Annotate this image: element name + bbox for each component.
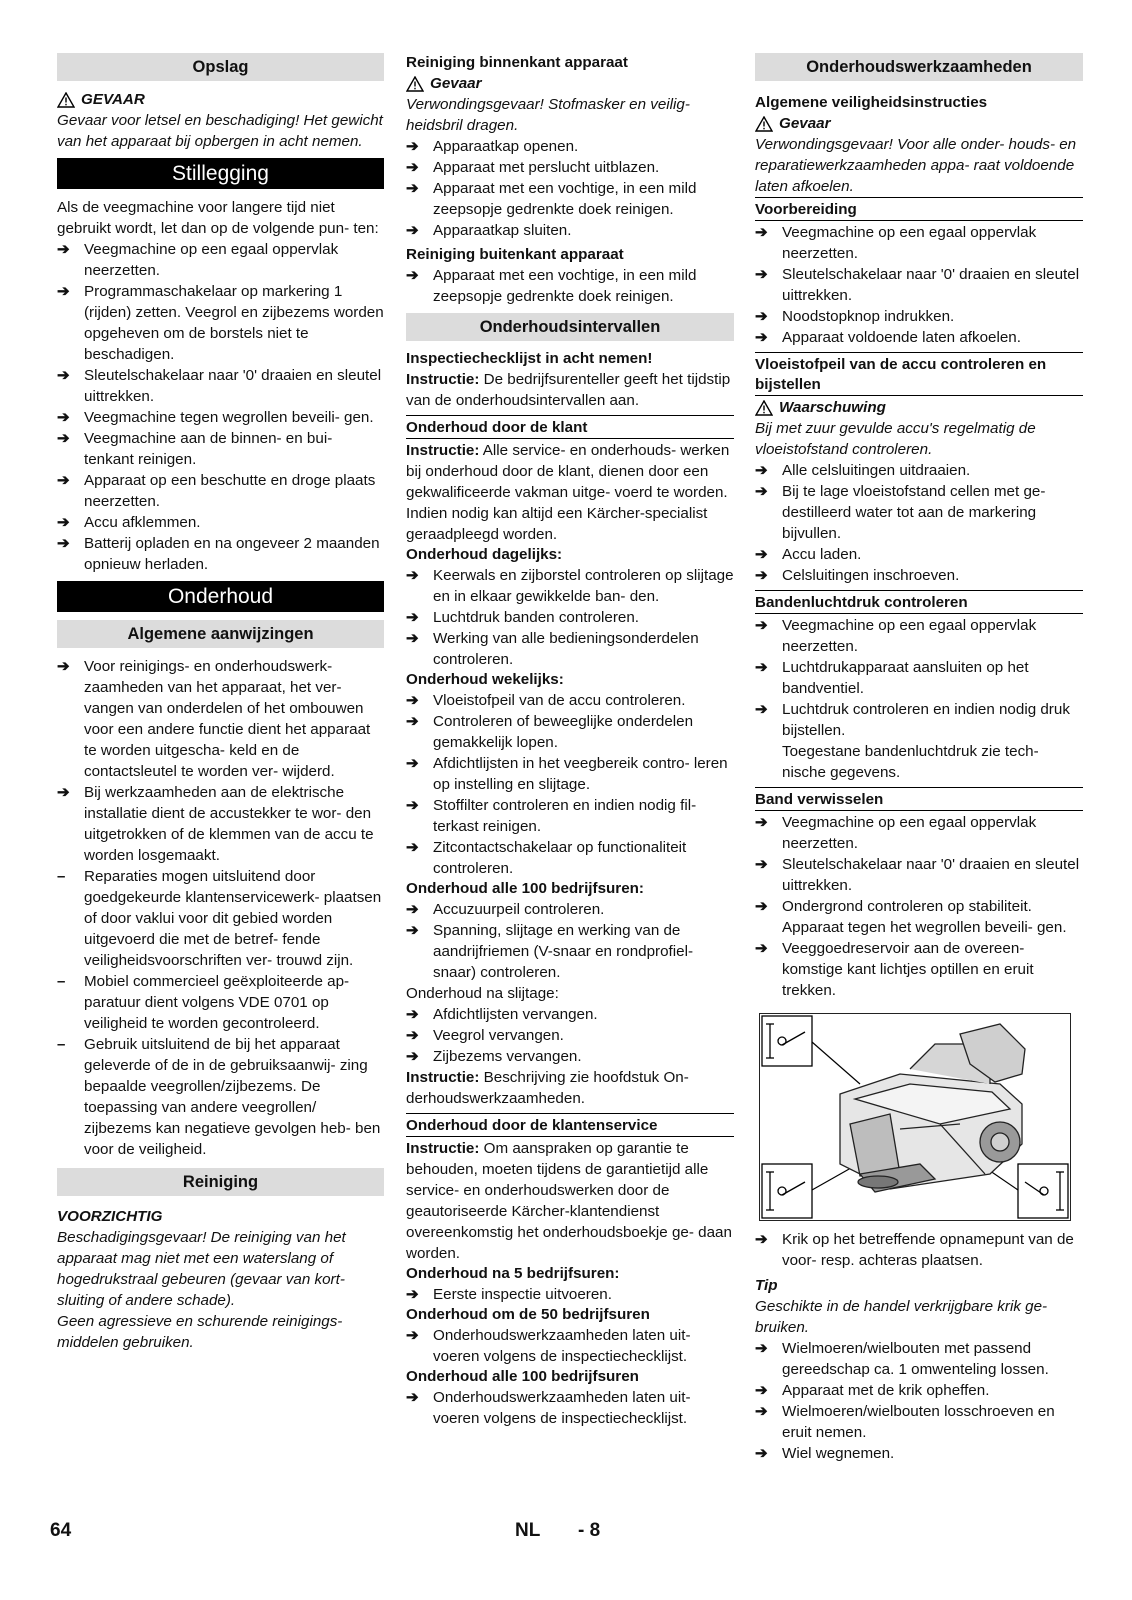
list-item: ➔ Voor reinigings- en onderhoudswerk- zaamheden van het apparaat, het ver- vangen van onderdelen of het ombouwen voor een andere functie dient het apparaat te worden uitgescha- keld en de contactsleutel te worden ver- wijderd. [57, 658, 371, 780]
tip-label: Tip [755, 1277, 778, 1294]
arrow-right-icon: ➔ [406, 1389, 419, 1406]
bullet-list [406, 1325, 734, 1367]
bullet-list [406, 1387, 734, 1429]
subheading: Algemene veiligheidsinstructies [755, 94, 988, 111]
bullet-list [406, 136, 734, 241]
list-item: ➔ Zitcontactschakelaar op functionaliteit controleren. [406, 839, 687, 877]
paragraph: Instructie: De bedrijfsurenteller geeft het tijdstip van de onderhoudsintervallen aan. [406, 371, 731, 409]
list-item: ➔ Veegmachine op een egaal oppervlak neerzetten. [755, 224, 1037, 262]
arrow-right-icon: ➔ [406, 901, 419, 918]
list-item: ➔ Noodstopknop indrukken. [755, 308, 955, 325]
subheading: Onderhoud dagelijks: [406, 546, 563, 563]
arrow-right-icon: ➔ [755, 1382, 768, 1399]
list-item: ➔ Wiel wegnemen. [755, 1445, 895, 1462]
subheading: Onderhoud door de klantenservice [406, 1113, 734, 1137]
bullet-list [406, 565, 734, 670]
arrow-right-icon: ➔ [755, 462, 768, 479]
arrow-right-icon: ➔ [755, 329, 768, 346]
bullet-list [406, 265, 734, 307]
list-item: ➔ Veegmachine op een egaal oppervlak neerzetten. [755, 814, 1037, 852]
arrow-right-icon: ➔ [755, 1340, 768, 1357]
list-item: ➔ Celsluitingen inschroeven. [755, 567, 960, 584]
arrow-right-icon: ➔ [406, 567, 419, 584]
chapter-heading-onderhoud: Onderhoud [57, 581, 384, 612]
list-item: ➔ Apparaat voldoende laten afkoelen. [755, 329, 1021, 346]
bullet-list [57, 239, 384, 575]
warning-text: Verwondingsgevaar! Stofmasker en veilig- heidsbril dragen. [406, 96, 690, 134]
list-item: ➔ Sleutelschakelaar naar '0' draaien en sleutel uittrekken. [57, 367, 382, 405]
arrow-right-icon: ➔ [755, 546, 768, 563]
section-heading-werkzaamheden: Onderhoudswerkzaamheden [755, 53, 1083, 81]
danger-label: GEVAAR [57, 89, 384, 110]
list-item: ➔ Wielmoeren/wielbouten met passend gereedschap ca. 1 omwenteling lossen. [755, 1340, 1049, 1378]
list-item: ➔ Bij werkzaamheden aan de elektrische installatie dient de accustekker te wor- den uitgetrokken of de klemmen van de accu te worden losgemaakt. [57, 784, 374, 864]
arrow-right-icon: ➔ [406, 222, 419, 239]
arrow-right-icon: ➔ [406, 267, 419, 284]
arrow-right-icon: ➔ [406, 1027, 419, 1044]
dash-bullet: – [57, 1036, 66, 1053]
list-item: ➔ Veegmachine aan de binnen- en bui- tenkant reinigen. [57, 430, 333, 468]
list-item: ➔ Veegmachine op een egaal oppervlak neerzetten. [57, 241, 339, 279]
subheading: Onderhoud alle 100 bedrijfsuren: [406, 880, 644, 897]
arrow-right-icon: ➔ [406, 755, 419, 772]
list-item: ➔ Sleutelschakelaar naar '0' draaien en sleutel uittrekken. [755, 266, 1080, 304]
section-heading-algemeen: Algemene aanwijzingen [57, 620, 384, 648]
arrow-right-icon: ➔ [755, 856, 768, 873]
list-item: – Gebruik uitsluitend de bij het apparaat geleverde of de in de gebruiksaanwij- zing bepaalde veegrollen/zijbezems. De toepassing van andere veegrollen/ zijbezems kan negatieve gevolgen heb- ben voor de veiligheid. [57, 1036, 381, 1158]
list-item: – Reparaties mogen uitsluitend door goedgekeurde klantenservicewerk- plaatsen of door vaklui voor dit gebied worden uitgevoerd die met de betref- fende veiligheidsvoorschriften ver- trouwd zijn. [57, 868, 382, 969]
arrow-right-icon: ➔ [755, 617, 768, 634]
arrow-right-icon: ➔ [406, 138, 419, 155]
tip-text: Geschikte in de handel verkrijgbare krik ge- bruiken. [755, 1298, 1048, 1336]
subheading: Inspectiechecklijst in acht nemen! [406, 350, 653, 367]
arrow-right-icon: ➔ [57, 472, 70, 489]
list-item: ➔ Apparaat met de krik opheffen. [755, 1382, 990, 1399]
subheading: Reiniging binnenkant apparaat [406, 54, 628, 71]
list-item: ➔ Vloeistofpeil van de accu controleren. [406, 692, 686, 709]
arrow-right-icon: ➔ [57, 658, 70, 675]
subheading: Onderhoud door de klant [406, 415, 734, 439]
list-item: – Mobiel commercieel geëxploiteerde ap- paratuur dient volgens VDE 0701 op veiligheid te worden gecontroleerd. [57, 973, 350, 1032]
list-item: ➔ Apparaat met perslucht uitblazen. [406, 159, 660, 176]
list-item: ➔ Bij te lage vloeistofstand cellen met ge- destilleerd water tot aan de markering bijvullen. [755, 483, 1046, 542]
arrow-right-icon: ➔ [406, 1048, 419, 1065]
arrow-right-icon: ➔ [406, 1006, 419, 1023]
arrow-right-icon: ➔ [406, 159, 419, 176]
warning-label: Waarschuwing [755, 397, 1083, 418]
list-item: ➔ Krik op het betreffende opnamepunt van de voor- resp. achteras plaatsen. [755, 1231, 1074, 1269]
list-item: ➔ Veegmachine tegen wegrollen beveili- gen. [57, 409, 374, 426]
bullet-list [755, 460, 1083, 586]
dash-bullet: – [57, 973, 66, 990]
sweeper-jack-illustration [759, 1013, 1071, 1221]
arrow-right-icon: ➔ [755, 940, 768, 957]
list-item: ➔ Luchtdruk banden controleren. [406, 609, 640, 626]
caution-text: Geen agressieve en schurende reinigings- middelen gebruiken. [57, 1313, 343, 1351]
list-item: ➔ Veeggoedreservoir aan de overeen- komstige kant lichtjes optillen en eruit trekken. [755, 940, 1034, 999]
list-item: ➔ Stoffilter controleren en indien nodig fil- terkast reinigen. [406, 797, 697, 835]
list-note: Toegestane bandenluchtdruk zie tech- nische gegevens. [782, 743, 1039, 781]
arrow-right-icon: ➔ [755, 567, 768, 584]
paragraph: Instructie: Beschrijving zie hoofdstuk On- derhoudswerkzaamheden. [406, 1069, 689, 1107]
subheading-plain: Onderhoud na slijtage: [406, 985, 559, 1002]
list-item: ➔ Controleren of beweeglijke onderdelen gemakkelijk lopen. [406, 713, 694, 751]
list-item: ➔ Zijbezems vervangen. [406, 1048, 582, 1065]
warning-triangle-icon [755, 400, 773, 416]
list-item: ➔ Apparaat met een vochtige, in een mild zeepsopje gedrenkte doek reinigen. [406, 267, 697, 305]
subheading: Onderhoud alle 100 bedrijfsuren [406, 1368, 639, 1385]
list-item: ➔ Accuzuurpeil controleren. [406, 901, 605, 918]
list-item: ➔ Afdichtlijsten vervangen. [406, 1006, 598, 1023]
paragraph: Instructie: Om aanspraken op garantie te behouden, moeten tijdens de garantietijd alle service- en onderhoudswerken door de geautoriseerde Kärcher-klantendienst overeenkomstig het onderhoudsboekje ge- daan worden. [406, 1140, 732, 1262]
dash-bullet: – [57, 868, 66, 885]
list-item: ➔ Veegmachine op een egaal oppervlak neerzetten. [755, 617, 1037, 655]
warning-triangle-icon [57, 92, 75, 108]
arrow-right-icon: ➔ [755, 308, 768, 325]
arrow-right-icon: ➔ [57, 784, 70, 801]
list-item: ➔ Accu afklemmen. [57, 514, 201, 531]
list-item: ➔ Sleutelschakelaar naar '0' draaien en sleutel uittrekken. [755, 856, 1080, 894]
column-right [755, 53, 1083, 1464]
arrow-right-icon: ➔ [406, 713, 419, 730]
column-left [57, 53, 384, 1353]
list-item: ➔ Keerwals en zijborstel controleren op slijtage en in elkaar gewikkelde ban- den. [406, 567, 734, 605]
list-item: ➔ Programmaschakelaar op markering 1 (rijden) zetten. Veegrol en zijbezems worden opgeheven om de borstels niet te beschadigen. [57, 283, 384, 363]
paragraph: Als de veegmachine voor langere tijd niet gebruikt wordt, let dan op de volgende pun- ten: [57, 199, 379, 237]
list-item: ➔ Onderhoudswerkzaamheden laten uit- voeren volgens de inspectiechecklijst. [406, 1389, 691, 1427]
arrow-right-icon: ➔ [755, 701, 768, 718]
dash-list [57, 866, 384, 1160]
subheading: Bandenluchtdruk controleren [755, 590, 1083, 614]
subheading: Onderhoud om de 50 bedrijfsuren [406, 1306, 650, 1323]
section-heading-intervallen: Onderhoudsintervallen [406, 313, 734, 341]
subheading: Voorbereiding [755, 197, 1083, 221]
danger-label: Gevaar [406, 73, 734, 94]
warning-triangle-icon [406, 76, 424, 92]
arrow-right-icon: ➔ [57, 430, 70, 447]
arrow-right-icon: ➔ [755, 814, 768, 831]
sub-page-number: - 8 [578, 1520, 601, 1541]
arrow-right-icon: ➔ [57, 283, 70, 300]
bullet-list [755, 812, 1083, 1001]
caution-label: VOORZICHTIG [57, 1208, 163, 1225]
bullet-list [755, 1229, 1083, 1271]
warning-text: Verwondingsgevaar! Voor alle onder- houds- en reparatiewerkzaamheden appa- raat voldoende laten afkoelen. [755, 136, 1077, 195]
arrow-right-icon: ➔ [755, 659, 768, 676]
list-item: ➔ Eerste inspectie uitvoeren. [406, 1286, 612, 1303]
bullet-list [755, 615, 1083, 741]
bullet-list [406, 1284, 734, 1305]
paragraph: Instructie: Alle service- en onderhouds- werken bij onderhoud door de klant, dienen door een gekwalificeerde vakman uitge- voerd te worden. Indien nodig kan altijd een Kärcher-specialist geraadpleegd worden. [406, 442, 730, 543]
bullet-list [406, 1004, 734, 1067]
list-item: ➔ Werking van alle bedieningsonderdelen controleren. [406, 630, 699, 668]
arrow-right-icon: ➔ [57, 409, 70, 426]
arrow-right-icon: ➔ [57, 514, 70, 531]
list-item: ➔ Onderhoudswerkzaamheden laten uit- voeren volgens de inspectiechecklijst. [406, 1327, 691, 1365]
sweeper-machine-image [760, 1014, 1072, 1222]
list-item: ➔ Wielmoeren/wielbouten losschroeven en eruit nemen. [755, 1403, 1055, 1441]
arrow-right-icon: ➔ [406, 692, 419, 709]
list-item: ➔ Veegrol vervangen. [406, 1027, 564, 1044]
column-middle [406, 53, 734, 1429]
warning-triangle-icon [755, 116, 773, 132]
warning-text: Gevaar voor letsel en beschadiging! Het gewicht van het apparaat bij opbergen in acht nemen. [57, 112, 383, 150]
arrow-right-icon: ➔ [755, 898, 768, 915]
subheading: Band verwisselen [755, 787, 1083, 811]
arrow-right-icon: ➔ [755, 1403, 768, 1420]
subheading: Reiniging buitenkant apparaat [406, 246, 624, 263]
list-item: ➔ Accu laden. [755, 546, 862, 563]
list-item: ➔ Apparaatkap sluiten. [406, 222, 572, 239]
section-heading-reiniging: Reiniging [57, 1168, 384, 1196]
arrow-right-icon: ➔ [755, 483, 768, 500]
list-item: ➔ Alle celsluitingen uitdraaien. [755, 462, 971, 479]
bullet-list [57, 656, 384, 866]
arrow-right-icon: ➔ [755, 266, 768, 283]
arrow-right-icon: ➔ [57, 241, 70, 258]
bullet-list [755, 222, 1083, 348]
arrow-right-icon: ➔ [406, 180, 419, 197]
arrow-right-icon: ➔ [406, 797, 419, 814]
bullet-list [406, 690, 734, 879]
arrow-right-icon: ➔ [755, 1231, 768, 1248]
list-item: ➔ Apparaatkap openen. [406, 138, 579, 155]
chapter-heading-stillegging: Stillegging [57, 158, 384, 189]
page-number: 64 [50, 1520, 72, 1541]
bullet-list [406, 899, 734, 983]
subheading: Vloeistofpeil van de accu controleren en bijstellen [755, 352, 1083, 396]
arrow-right-icon: ➔ [406, 1286, 419, 1303]
list-item: ➔ Apparaat met een vochtige, in een mild zeepsopje gedrenkte doek reinigen. [406, 180, 697, 218]
arrow-right-icon: ➔ [406, 839, 419, 856]
arrow-right-icon: ➔ [755, 1445, 768, 1462]
arrow-right-icon: ➔ [406, 630, 419, 647]
arrow-right-icon: ➔ [406, 922, 419, 939]
section-heading-opslag: Opslag [57, 53, 384, 81]
list-item: ➔ Afdichtlijsten in het veegbereik contro- leren op instelling en slijtage. [406, 755, 728, 793]
language-code: NL [515, 1520, 541, 1541]
arrow-right-icon: ➔ [406, 609, 419, 626]
arrow-right-icon: ➔ [57, 535, 70, 552]
list-item: ➔ Batterij opladen en na ongeveer 2 maanden opnieuw herladen. [57, 535, 380, 573]
danger-label: Gevaar [755, 113, 1083, 134]
list-item: ➔ Luchtdrukapparaat aansluiten op het bandventiel. [755, 659, 1029, 697]
subheading: Onderhoud na 5 bedrijfsuren: [406, 1265, 620, 1282]
list-item: ➔ Spanning, slijtage en werking van de aandrijfriemen (V-snaar en rondprofiel- snaar) controleren. [406, 922, 694, 981]
caution-text: Beschadigingsgevaar! De reiniging van het apparaat mag niet met een waterslang of hogedrukstraal gebeuren (gevaar van kort- sluiting of andere schade). [57, 1229, 346, 1309]
list-item: ➔ Ondergrond controleren op stabiliteit. Apparaat tegen het wegrollen beveili- gen. [755, 898, 1067, 936]
subheading: Onderhoud wekelijks: [406, 671, 564, 688]
arrow-right-icon: ➔ [406, 1327, 419, 1344]
arrow-right-icon: ➔ [755, 224, 768, 241]
list-item: ➔ Luchtdruk controleren en indien nodig druk bijstellen. [755, 701, 1070, 739]
warning-text: Bij met zuur gevulde accu's regelmatig de vloeistofstand controleren. [755, 420, 1036, 458]
bullet-list [755, 1338, 1083, 1464]
list-item: ➔ Apparaat op een beschutte en droge plaats neerzetten. [57, 472, 376, 510]
arrow-right-icon: ➔ [57, 367, 70, 384]
